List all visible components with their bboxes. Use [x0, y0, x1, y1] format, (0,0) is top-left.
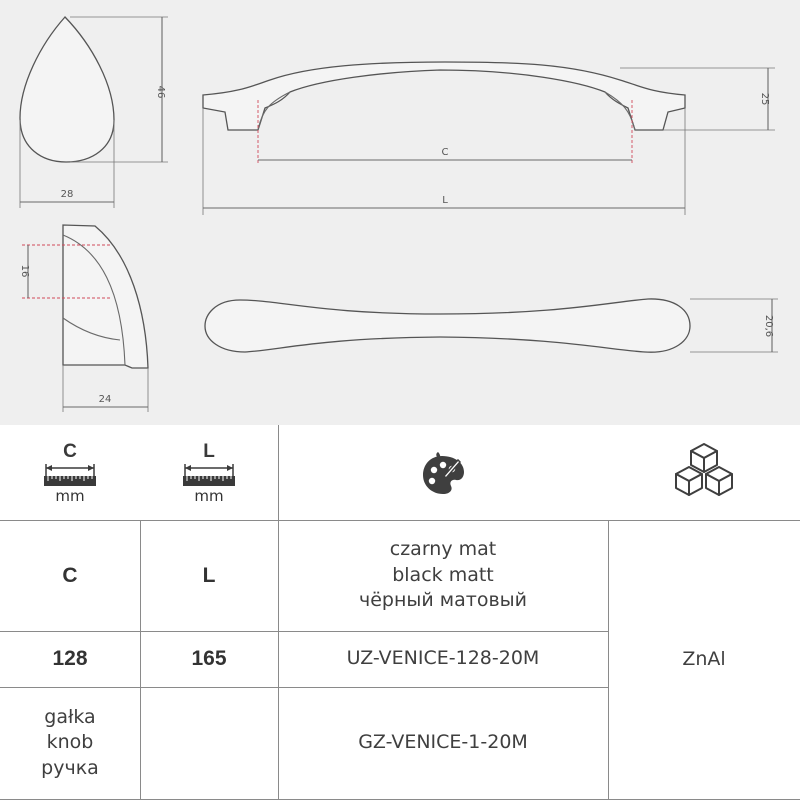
handle-code: UZ-VENICE-128-20M — [346, 647, 540, 670]
spec-table — [0, 425, 800, 800]
row-label-l: L — [202, 563, 216, 587]
handle-l-value: 165 — [191, 647, 227, 670]
header-l-unit: mm — [194, 486, 224, 505]
knob-front-view — [20, 17, 114, 162]
finish-line-en: black matt — [392, 563, 494, 586]
row-label-c: C — [62, 563, 78, 587]
knob-side-depth-dim: 24 — [98, 394, 112, 405]
cubes-icon — [667, 442, 741, 504]
header-l-cell — [140, 425, 278, 520]
knob-name-cell — [0, 687, 140, 799]
handle-l-dim: L — [442, 195, 448, 206]
handle-height-dim: 25 — [759, 92, 770, 106]
ruler-l-icon — [181, 441, 237, 505]
finish-cell — [278, 520, 608, 631]
handle-top-view — [205, 299, 690, 352]
handle-c-value: 128 — [52, 647, 88, 670]
material-value: ZnAl — [682, 647, 726, 670]
knob-name-en: knob — [46, 731, 94, 754]
header-c-letter: C — [63, 440, 77, 462]
knob-code: GZ-VENICE-1-20M — [358, 731, 528, 754]
palette-icon — [418, 448, 468, 498]
handle-c-dim: C — [441, 147, 449, 158]
knob-height-dim: 46 — [155, 85, 166, 99]
knob-side-view — [63, 225, 148, 368]
knob-name-pl: gałka — [44, 705, 96, 728]
header-c-cell — [0, 425, 140, 520]
header-c-unit: mm — [55, 486, 85, 505]
handle-front-view — [203, 62, 685, 130]
header-material-cell — [608, 425, 800, 520]
knob-empty-cell — [140, 687, 278, 799]
ruler-graphic — [42, 463, 98, 489]
header-l-letter: L — [203, 440, 215, 462]
header-finish-cell — [278, 425, 608, 520]
knob-name-ru: ручка — [41, 756, 99, 779]
knob-side-top-dim: 16 — [19, 264, 30, 278]
finish-line-ru: чёрный матовый — [358, 589, 527, 612]
finish-line-pl: czarny mat — [389, 538, 497, 561]
ruler-graphic — [181, 463, 237, 489]
knob-width-dim: 28 — [60, 189, 74, 200]
ruler-c-icon — [42, 441, 98, 505]
handle-width-dim: 20,6 — [763, 314, 774, 338]
